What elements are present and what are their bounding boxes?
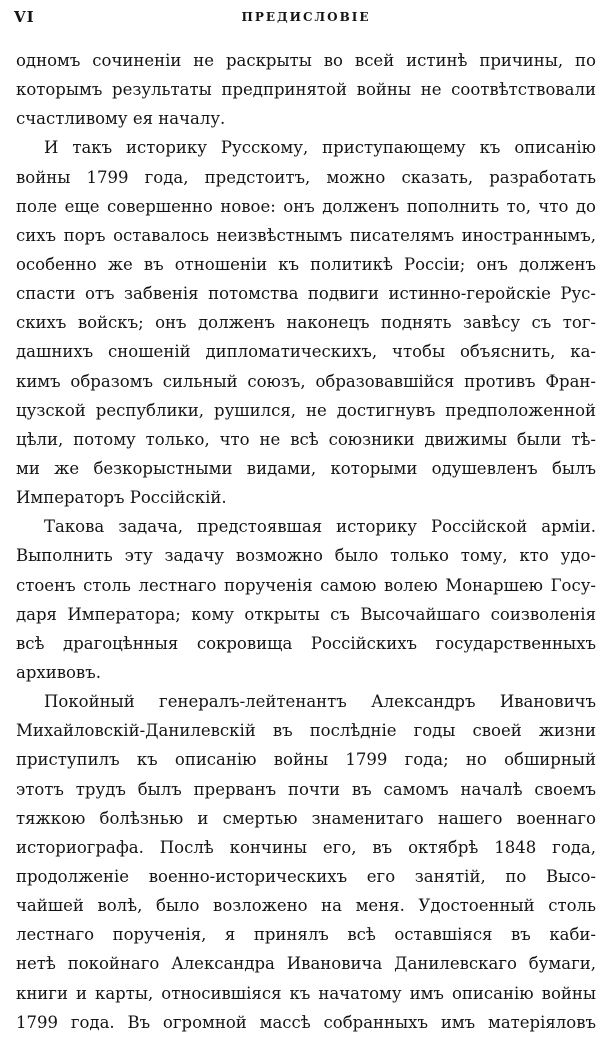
text-line: войны 1799 года, предстоитъ, можно сказать, разработать [16,167,596,187]
text-line: лестнаго порученія, я принялъ всѣ оставшіяся въ каби- [16,925,596,945]
text-line: Михайловскій-Данилевскій въ послѣдніе годы своей жизни [16,721,596,741]
text-line: всѣ драгоцѣнныя сокровища Россійскихъ государственныхъ [16,633,596,653]
text-line: дашнихъ сношеній дипломатическихъ, чтобы объяснить, ка- [16,342,596,362]
preface-text [16,46,596,1037]
text-line: одномъ сочиненіи не раскрыты во всей истинѣ причины, по [16,51,596,70]
text-line: кимъ образомъ сильный союзъ, образовавшійся противъ Фран- [16,371,596,391]
text-line: которымъ результаты предпринятой войны не соотвѣтствовали [16,80,596,100]
text-line: чайшей волѣ, было возложено на меня. Удостоенный столь [16,896,596,916]
text-line: историографа. Послѣ кончины его, въ октябрѣ 1848 года, [16,837,596,857]
text-line: скихъ войскъ; онъ долженъ наконецъ поднять завѣсу съ тог- [16,313,596,333]
text-line: продолженіе военно-историческихъ его занятій, по Высо- [16,866,596,886]
text-line: 1799 года. Въ огромной массѣ собранныхъ имъ матеріяловъ [16,1012,596,1032]
text-line: тяжкою болѣзнью и смертью знаменитаго нашего военнаго [16,808,596,828]
text-line: особенно же въ отношеніи къ политикѣ Россіи; онъ долженъ [16,254,596,274]
header-title: ПРЕДИСЛОВІЕ [241,10,371,24]
text-line: И такъ историку Русскому, приступающему къ описанію [44,138,596,158]
text-line: сихъ поръ оставалось неизвѣстнымъ писателямъ иностраннымъ, [16,225,596,245]
text-line: этотъ трудъ былъ прерванъ почти въ самомъ началѣ своемъ [16,779,596,799]
text-line: приступилъ къ описанію войны 1799 года; но обширный [16,750,596,770]
text-line: Покойный генералъ-лейтенантъ Александръ Ивановичъ [44,692,596,712]
text-line: Такова задача, предстоявшая историку Россійской арміи. [44,517,596,537]
text-line: цузской республики, рушился, не достигнувъ предположенной [16,400,596,420]
text-line: стоенъ столь лестнаго порученія самою волею Монаршею Госу- [16,575,596,595]
text-line: архивовъ. [16,662,101,682]
text-line: Выполнить эту задачу возможно было только тому, кто удо- [16,546,596,566]
text-line: Императоръ Россійскій. [16,488,227,508]
running-head [14,8,598,32]
text-line: счастливому ея началу. [16,109,226,129]
text-line: поле еще совершенно новое: онъ долженъ пополнить то, что до [16,196,596,216]
page-number: VI [14,8,35,26]
text-line: даря Императора; кому открыты съ Высочайшаго соизволенія [16,604,596,624]
text-line: спасти отъ забвенія потомства подвиги истинно-геройскіе Рус- [16,284,596,304]
text-line: нетѣ покойнаго Александра Ивановича Данилевскаго бумаги, [16,954,596,974]
text-line: цѣли, потому только, что не всѣ союзники движимы были тѣ- [16,429,596,449]
text-line: книги и карты, относившіяся къ начатому имъ описанію войны [16,983,596,1003]
text-line: ми же безкорыстными видами, которыми одушевленъ былъ [16,458,596,478]
